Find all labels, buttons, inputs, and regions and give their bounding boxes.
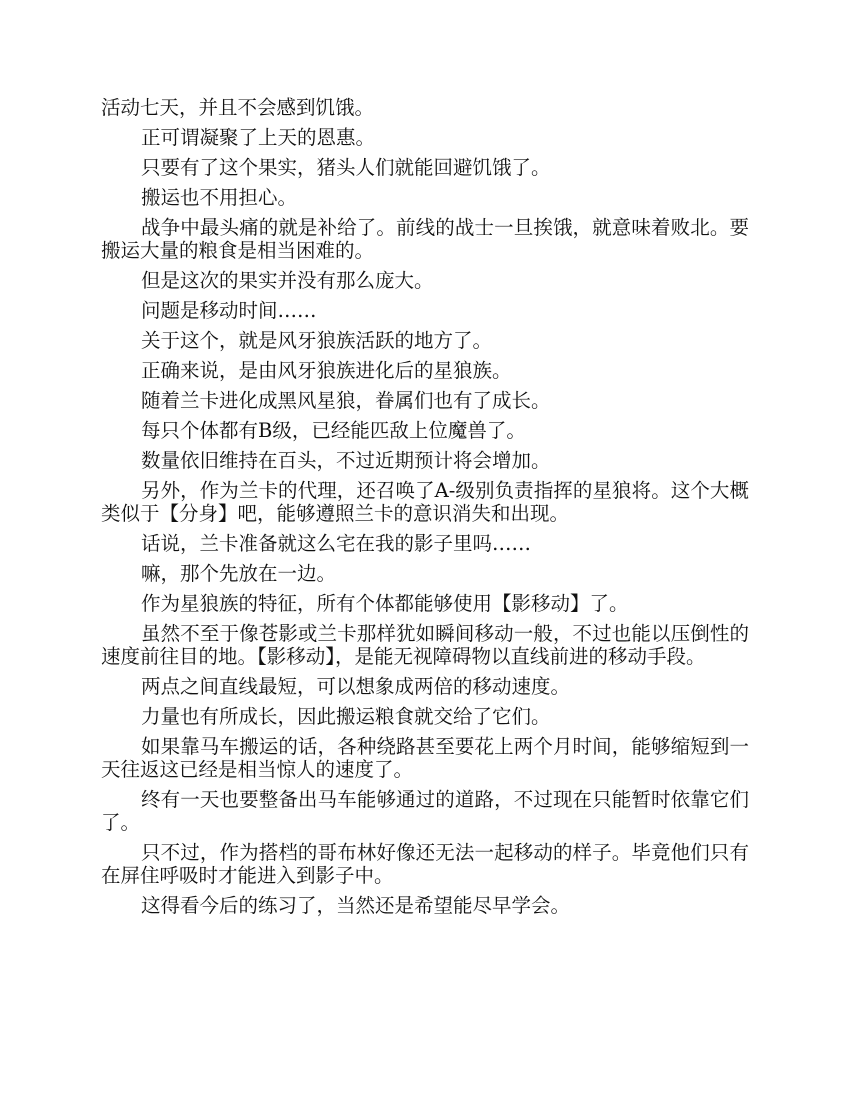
paragraph: 作为星狼族的特征，所有个体都能够使用【影移动】了。 (141, 592, 629, 615)
paragraph: 力量也有所成长，因此搬运粮食就交给了它们。 (141, 705, 551, 728)
document-body (101, 96, 749, 924)
paragraph: 问题是移动时间…… (141, 299, 317, 322)
paragraph: 活动七天，并且不会感到饥饿。 (101, 96, 375, 119)
paragraph: 只要有了这个果实，猪头人们就能回避饥饿了。 (141, 156, 551, 179)
paragraph: 两点之间直线最短，可以想象成两倍的移动速度。 (141, 675, 571, 698)
paragraph: 另外，作为兰卡的代理，还召唤了A-级别负责指挥的星狼将。这个大概类似于【分身】吧，能够遵照兰卡的意识消失和出现。 (101, 479, 749, 525)
paragraph: 只不过，作为搭档的哥布林好像还无法一起移动的样子。毕竟他们只有在屏住呼吸时才能进入到影子中。 (101, 841, 749, 887)
paragraph: 虽然不至于像苍影或兰卡那样犹如瞬间移动一般，不过也能以压倒性的速度前往目的地。【影移动】，是能无视障碍物以直线前进的移动手段。 (101, 622, 749, 668)
paragraph: 如果靠马车搬运的话，各种绕路甚至要花上两个月时间，能够缩短到一天往返这已经是相当惊人的速度了。 (101, 735, 749, 781)
paragraph: 随着兰卡进化成黑风星狼，眷属们也有了成长。 (141, 389, 551, 412)
paragraph: 话说，兰卡准备就这么宅在我的影子里吗…… (141, 532, 532, 555)
paragraph: 关于这个，就是风牙狼族活跃的地方了。 (141, 329, 493, 352)
paragraph: 每只个体都有B级，已经能匹敌上位魔兽了。 (141, 419, 526, 442)
paragraph: 战争中最头痛的就是补给了。前线的战士一旦挨饿，就意味着败北。要搬运大量的粮食是相当困难的。 (101, 216, 749, 262)
paragraph: 正确来说，是由风牙狼族进化后的星狼族。 (141, 359, 512, 382)
paragraph: 终有一天也要整备出马车能够通过的道路，不过现在只能暂时依靠它们了。 (101, 788, 749, 834)
paragraph: 正可谓凝聚了上天的恩惠。 (141, 126, 376, 149)
paragraph: 这得看今后的练习了，当然还是希望能尽早学会。 (141, 894, 571, 917)
paragraph: 嘛，那个先放在一边。 (141, 562, 337, 585)
paragraph: 但是这次的果实并没有那么庞大。 (141, 269, 434, 292)
paragraph: 数量依旧维持在百头，不过近期预计将会增加。 (141, 449, 551, 472)
paragraph: 搬运也不用担心。 (141, 186, 298, 209)
